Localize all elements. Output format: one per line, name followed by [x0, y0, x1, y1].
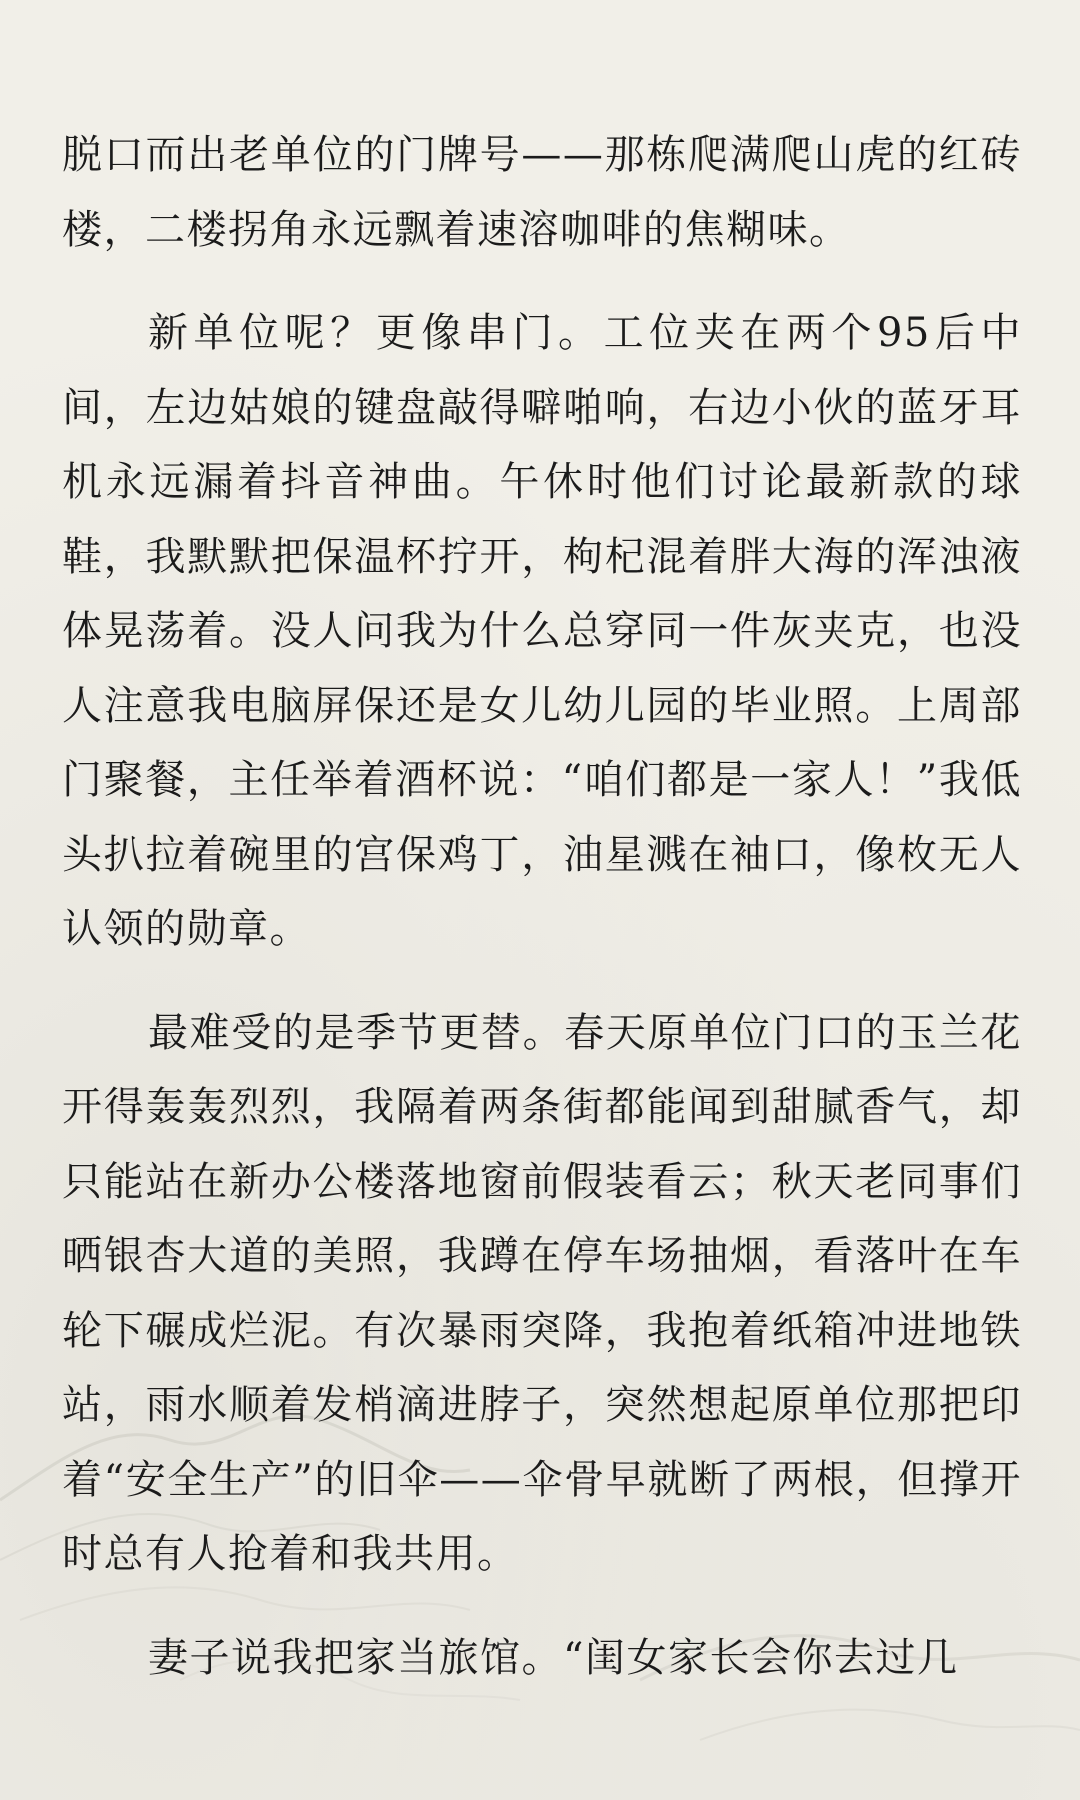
paragraph: 最难受的是季节更替。春天原单位门口的玉兰花开得轰轰烈烈，我隔着两条街都能闻到甜腻香气，却只能站在新办公楼落地窗前假装看云；秋天老同事们晒银杏大道的美照，我蹲在停车场抽烟，看落叶在车轮下碾成烂泥。有次暴雨突降，我抱着纸箱冲进地铁站，雨水顺着发梢滴进脖子，突然想起原单位那把印着“安全生产”的旧伞——伞骨早就断了两根，但撑开时总有人抢着和我共用。 — [62, 1009, 1022, 1577]
paragraph: 新单位呢？更像串门。工位夹在两个95后中间，左边姑娘的键盘敲得噼啪响，右边小伙的蓝牙耳机永远漏着抖音神曲。午休时他们讨论最新款的球鞋，我默默把保温杯拧开，枸杞混着胖大海的浑浊液体晃荡着。没人问我为什么总穿同一件灰夹克，也没人注意我电脑屏保还是女儿幼儿园的毕业照。上周部门聚餐，主任举着酒杯说：“咱们都是一家人！”我低头扒拉着碗里的宫保鸡丁，油星溅在袖口，像枚无人认领的勋章。 — [62, 310, 1022, 952]
article-body — [62, 118, 1022, 1695]
paragraph: 脱口而出老单位的门牌号——那栋爬满爬山虎的红砖楼，二楼拐角永远飘着速溶咖啡的焦糊味。 — [62, 132, 1022, 253]
paragraph: 妻子说我把家当旅馆。“闺女家长会你去过几 — [148, 1634, 959, 1681]
